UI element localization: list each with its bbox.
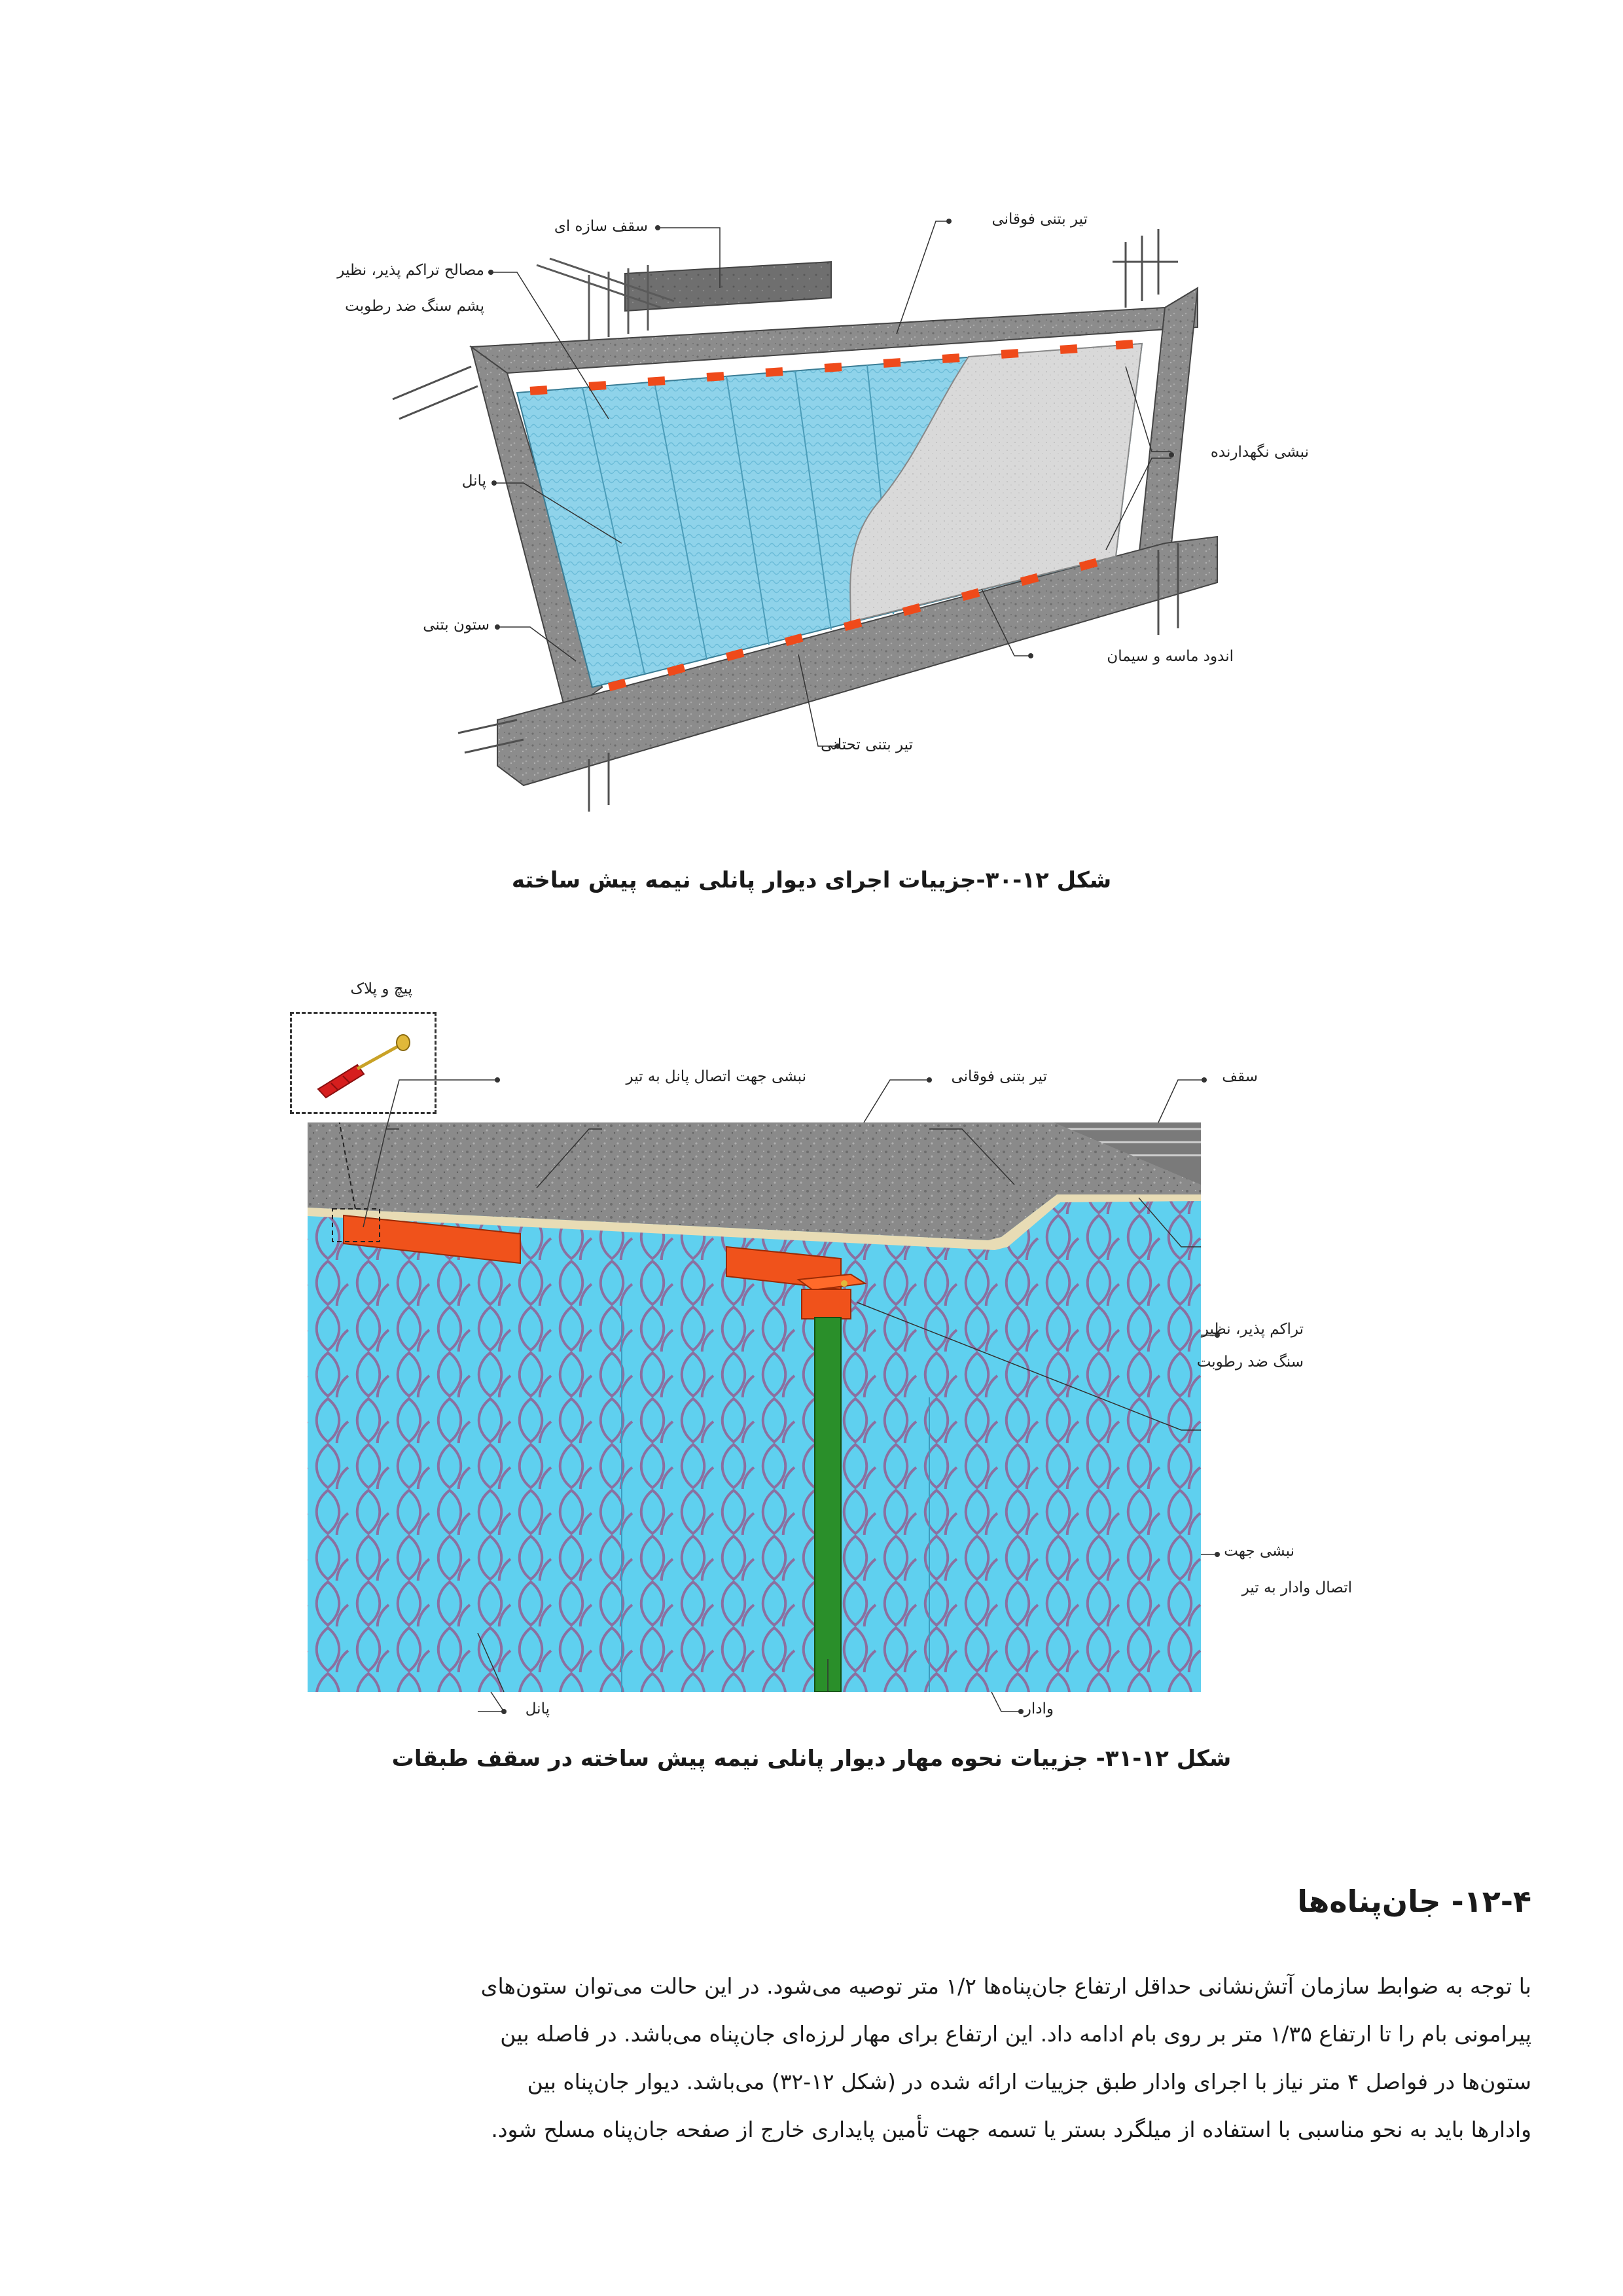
paragraph-line: ستون‌ها در فواصل ۴ متر نیاز با اجرای وادار طبق جزییات ارائه شده در (شکل ۱۲-۳۲) می‌باشد. دیوار جان‌پناه بین [527,2069,1531,2094]
label-panel-2: پانل [525,1700,550,1717]
label-column: ستون بتنی [423,617,490,634]
label-angle-brace-line2: اتصال وادار به تیر [1241,1579,1352,1596]
paragraph-line: وادارها باید به نحو مناسبی با استفاده از میلگرد بستر یا تسمه جهت تأمین پایداری خارج از صفحه جان‌پناه مسلح شود. [491,2117,1531,2142]
label-compressible-line1: تراکم پذیر، نظیر [1201,1321,1304,1338]
label-bottom-beam: تیر بتنی تحتانی [821,736,913,753]
label-angle-brace-line1: نبشی جهت [1224,1543,1294,1560]
label-compressible-line2: سنگ ضد رطوبت [1196,1354,1304,1371]
section-heading: ۱۲-۴- جان‌پناه‌ها [1297,1884,1531,1919]
label-holding-angle: نبشی نگهدارنده [1210,444,1309,461]
label-brace: وادار [1024,1700,1054,1717]
figure-1-drawing [249,196,1361,838]
figure-1 [249,196,1361,838]
label-top-beam-2: تیر بتنی فوقانی [951,1068,1047,1085]
paragraph-line: پیرامونی بام را تا ارتفاع ۱/۳۵ متر بر روی بام ادامه داد. این ارتفاع برای مهار لرزه‌ای جان‌پناه می‌باشد. در فاصله بین [500,2021,1531,2047]
label-plaster: اندود ماسه و سیمان [1107,648,1234,665]
paragraph-line: با توجه به ضوابط سازمان آتش‌نشانی حداقل ارتفاع جان‌پناه‌ها ۱/۲ متر توصیه می‌شود. در این حالت می‌توان ستون‌های [480,1973,1531,1999]
label-screw: پیچ و پلاک [350,980,412,997]
label-top-beam: تیر بتنی فوقانی [991,211,1088,228]
label-panel: پانل [461,473,486,490]
figure-2-outer-leaders [308,1067,1289,1754]
section-paragraph [79,1962,1531,2153]
label-angle-panel: نبشی جهت اتصال پانل به تیر [626,1068,806,1085]
roof-slab [625,262,831,311]
label-roof-2: سقف [1222,1068,1258,1085]
figure-2-caption: شکل ۱۲-۳۱- جزییات نحوه مهار دیوار پانلی نیمه پیش ساخته در سقف طبقات [391,1746,1232,1772]
label-material-line2: پشم سنگ ضد رطوبت [345,298,484,315]
label-roof: سقف سازه ای [554,218,648,235]
figure-1-caption: شکل ۱۲-۳۰-جزییات اجرای دیوار پانلی نیمه پیش ساخته [511,867,1112,893]
label-material-line1: مصالح تراکم پذیر، نظیر [337,262,484,279]
